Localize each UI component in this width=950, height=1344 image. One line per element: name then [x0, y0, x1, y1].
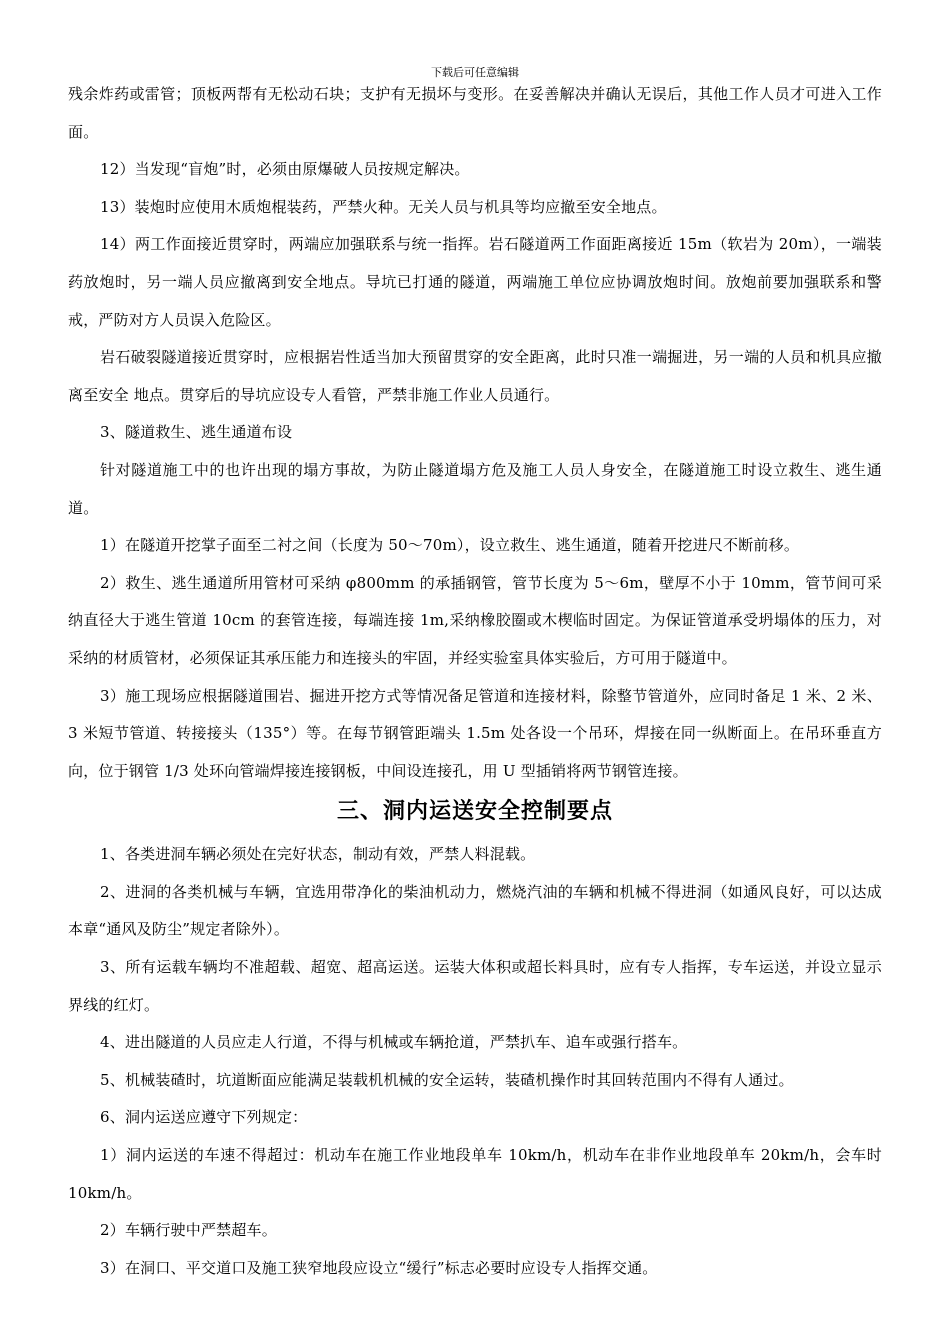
paragraph-escape-item-3: 3）施工现场应根据隧道围岩、掘进开挖方式等情况备足管道和连接材料，除整节管道外，应同时备足 1 米、2 米、3 米短节管道、转接接头（135°）等。在每节钢管距端头 1.5m 处各设一个吊环，焊接在同一纵断面上。在吊环垂直方向，位于钢管 1/3 处环向管端焊接连接钢板，中间设连接孔，用 U 型插销将两节钢管连接。 [68, 686, 882, 780]
paragraph-transport-6-1: 1）洞内运送的车速不得超过：机动车在施工作业地段单车 10km/h，机动车在非作业地段单车 20km/h，会车时 10km/h。 [68, 1146, 882, 1202]
page-header: 下载后可任意编辑 [431, 66, 519, 79]
section-title: 三、洞内运送安全控制要点 [336, 799, 613, 825]
paragraph-escape-item-2: 2）救生、逃生通道所用管材可采纳 φ800mm 的承插钢管，管节长度为 5～6m，壁厚不小于 10mm，管节间可采纳直径大于逃生管道 10cm 的套管连接，每端连接 1m,采纳橡胶圈或木楔临时固定。为保证管道承受坍塌体的压力，对采纳的材质管材，必须保证其承压能力和连接头的牢固，并经实验室具体实验后，方可用于隧道中。 [68, 573, 882, 667]
paragraph-escape-item-1: 1）在隧道开挖掌子面至二衬之间（长度为 50～70m），设立救生、逃生通道，随着开挖进尺不断前移。 [100, 536, 800, 555]
paragraph-rock-breakthrough: 岩石破裂隧道接近贯穿时，应根据岩性适当加大预留贯穿的安全距离，此时只准一端掘进，另一端的人员和机具应撤离至安全 地点。贯穿后的导坑应设专人看管，严禁非施工作业人员通行。 [68, 348, 882, 404]
paragraph-transport-2: 2、进洞的各类机械与车辆，宜选用带净化的柴油机动力，燃烧汽油的车辆和机械不得进洞（如通风良好，可以达成本章“通风及防尘”规定者除外）。 [68, 882, 882, 939]
paragraph-transport-6-2: 2）车辆行驶中严禁超车。 [100, 1221, 277, 1240]
document-body [68, 76, 882, 1287]
paragraph-transport-1: 1、各类进洞车辆必须处在完好状态，制动有效，严禁人料混载。 [100, 845, 536, 864]
paragraph-continuation: 残余炸药或雷管；顶板两帮有无松动石块；支护有无损坏与变形。在妥善解决并确认无误后，其他工作人员才可进入工作面。 [68, 85, 882, 141]
paragraph-item-13: 13）装炮时应使用木质炮棍装药，严禁火种。无关人员与机具等均应撤至安全地点。 [100, 197, 667, 216]
paragraph-transport-6: 6、洞内运送应遵守下列规定： [100, 1108, 308, 1127]
paragraph-transport-4: 4、进出隧道的人员应走人行道，不得与机械或车辆抢道，严禁扒车、追车或强行搭车。 [100, 1033, 688, 1052]
paragraph-transport-5: 5、机械装碴时，坑道断面应能满足装载机机械的安全运转，装碴机操作时其回转范围内不得有人通过。 [100, 1070, 794, 1089]
subsection-heading-escape-channel: 3、隧道救生、逃生通道布设 [100, 423, 293, 442]
paragraph-transport-6-3: 3）在洞口、平交道口及施工狭窄地段应设立“缓行”标志必要时应设专人指挥交通。 [100, 1258, 658, 1277]
paragraph-item-14: 14）两工作面接近贯穿时，两端应加强联系与统一指挥。岩石隧道两工作面距离接近 15m（软岩为 20m），一端装药放炮时，另一端人员应撤离到安全地点。导坑已打通的隧道，两端施工单位应协调放炮时间。放炮前要加强联系和警戒，严防对方人员误入危险区。 [68, 235, 882, 329]
paragraph-item-12: 12）当发现“盲炮”时，必须由原爆破人员按规定解决。 [100, 160, 470, 179]
paragraph-transport-3: 3、所有运载车辆均不准超载、超宽、超高运送。运装大体积或超长料具时，应有专人指挥，专车运送，并设立显示界线的红灯。 [68, 958, 882, 1014]
paragraph-escape-intro: 针对隧道施工中的也许出现的塌方事故，为防止隧道塌方危及施工人员人身安全，在隧道施工时设立救生、逃生通道。 [68, 460, 882, 517]
